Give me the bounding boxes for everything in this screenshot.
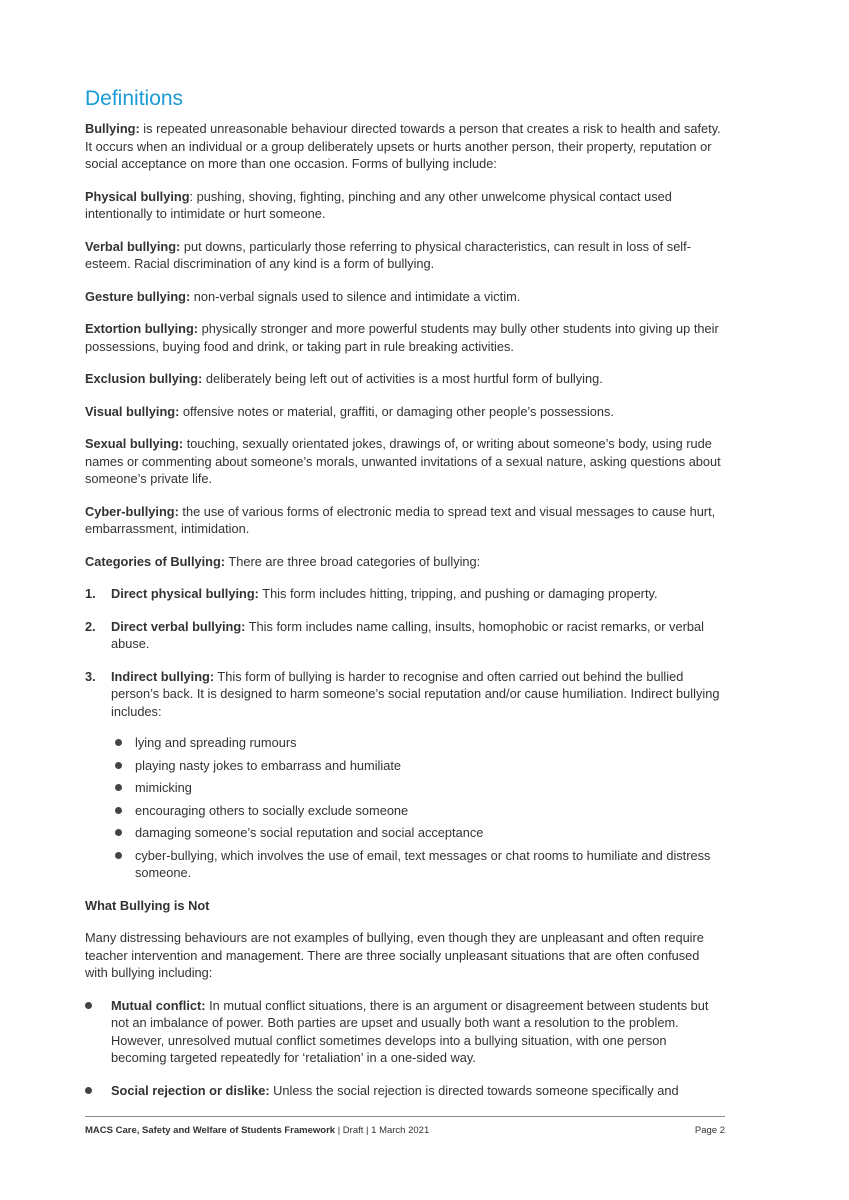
footer-left	[85, 1125, 429, 1136]
definition-term: Gesture bullying:	[85, 288, 191, 304]
bullet-icon	[115, 739, 122, 746]
list-item: lying and spreading rumours	[115, 734, 725, 752]
bullet-icon	[115, 807, 122, 814]
footer-title: MACS Care, Safety and Welfare of Students Framework	[85, 1125, 336, 1136]
definition-paragraph	[85, 238, 725, 273]
definition-text: : pushing, shoving, fighting, pinching and any other unwelcome physical contact used intentionally to intimidate or hurt someone.	[85, 188, 672, 221]
definition-paragraph	[85, 320, 725, 355]
bullet-icon	[115, 829, 122, 836]
definition-term: Extortion bullying:	[85, 321, 199, 336]
definition-paragraph	[85, 120, 725, 173]
definition-text: touching, sexually orientated jokes, drawings of, or writing about someone’s body, using rude names or commenting about someone’s morals, unwanted invitations of a sexual nature, asking questions about someone’s private life.	[85, 436, 721, 486]
item-term: Mutual conflict:	[111, 997, 206, 1013]
definition-term: Exclusion bullying:	[85, 371, 203, 386]
definition-paragraph	[85, 403, 725, 421]
category-text: This form includes name calling, insults, homophobic or racist remarks, or verbal abuse.	[111, 618, 704, 651]
list-item: mimicking	[115, 779, 725, 797]
definition-paragraph	[85, 188, 725, 223]
category-term: Direct verbal bullying:	[111, 618, 246, 634]
bullet-icon	[115, 762, 122, 769]
document-body	[85, 86, 725, 1114]
definition-paragraph	[85, 553, 725, 571]
definition-text: physically stronger and more powerful students may bully other students into giving up their possessions, buying food and drink, or taking part in rule breaking activities.	[85, 321, 719, 354]
list-item: damaging someone’s social reputation and social acceptance	[115, 824, 725, 842]
definition-text: deliberately being left out of activities is a most hurtful form of bullying.	[202, 371, 603, 386]
list-item: encouraging others to socially exclude someone	[115, 802, 725, 820]
category-term: Indirect bullying:	[111, 668, 215, 684]
definitions-list	[85, 120, 725, 570]
definition-text: There are three broad categories of bullying:	[225, 553, 481, 569]
definition-term: Physical bullying	[85, 188, 190, 204]
bullet-icon	[115, 784, 122, 791]
list-item: playing nasty jokes to embarrass and humiliate	[115, 757, 725, 775]
category-text: This form includes hitting, tripping, and pushing or damaging property.	[258, 586, 658, 601]
page-footer	[85, 1116, 725, 1136]
definition-paragraph	[85, 435, 725, 488]
list-item	[85, 585, 725, 603]
definition-term: Cyber-bullying:	[85, 503, 179, 519]
bullet-icon	[85, 1002, 92, 1009]
list-item	[85, 618, 725, 653]
definition-text: offensive notes or material, graffiti, or damaging other people’s possessions.	[179, 403, 614, 419]
page-title: Definitions	[85, 87, 184, 110]
categories-list	[85, 585, 725, 882]
definition-text: non-verbal signals used to silence and intimidate a victim.	[190, 288, 521, 304]
definition-term: Categories of Bullying:	[85, 553, 226, 569]
definition-paragraph	[85, 370, 725, 388]
footer-meta: | Draft | 1 March 2021	[335, 1125, 430, 1136]
list-number: 1.	[85, 586, 96, 601]
definition-text: put downs, particularly those referring to physical characteristics, can result in loss of self-esteem. Racial discrimination of any kind is a form of bullying.	[85, 238, 691, 271]
item-text: In mutual conflict situations, there is an argument or disagreement between students but not an imbalance of power. Both parties are upset and usually both want a resolution to the problem. However, unresolved mutual conflict sometimes develops into a bullying situation, with one person becoming targeted repeatedly for ‘retaliation’ in a one-sided way.	[111, 997, 709, 1065]
list-item: cyber-bullying, which involves the use of email, text messages or chat rooms to humiliate and distress someone.	[115, 847, 725, 882]
definition-text: is repeated unreasonable behaviour directed towards a person that creates a risk to health and safety. It occurs when an individual or a group deliberately upsets or hurts another person, their property, reputation or social acceptance on more than one occasion. Forms of bullying include:	[85, 121, 721, 171]
list-number: 2.	[85, 618, 96, 634]
definition-paragraph	[85, 288, 725, 306]
list-item	[85, 1082, 725, 1100]
definition-term: Verbal bullying:	[85, 238, 181, 254]
list-number: 3.	[85, 668, 96, 684]
definition-paragraph	[85, 503, 725, 538]
category-text: This form of bullying is harder to recognise and often carried out behind the bullied person’s back. It is designed to harm someone’s social reputation and/or cause humiliation. Indirect bullying includes:	[111, 668, 720, 719]
list-item	[85, 668, 725, 882]
definition-term: Visual bullying:	[85, 403, 180, 419]
section-subheading: What Bullying is Not	[85, 897, 210, 913]
definition-term: Bullying:	[85, 121, 140, 136]
intro-paragraph: Many distressing behaviours are not examples of bullying, even though they are unpleasant and often require teacher intervention and management. There are three socially unpleasant situations that are often confused with bullying including:	[85, 930, 704, 980]
item-text: Unless the social rejection is directed towards someone specifically and	[269, 1082, 679, 1098]
not-bullying-list	[85, 997, 725, 1100]
page-number: Page 2	[694, 1125, 725, 1136]
indirect-bullying-list	[115, 734, 725, 882]
list-item	[85, 997, 725, 1067]
bullet-icon	[85, 1087, 92, 1094]
category-term: Direct physical bullying:	[111, 586, 259, 601]
definition-term: Sexual bullying:	[85, 436, 184, 451]
bullet-icon	[115, 852, 122, 859]
definition-text: the use of various forms of electronic media to spread text and visual messages to cause hurt, embarrassment, intimidation.	[85, 503, 716, 536]
item-term: Social rejection or dislike:	[111, 1082, 270, 1098]
